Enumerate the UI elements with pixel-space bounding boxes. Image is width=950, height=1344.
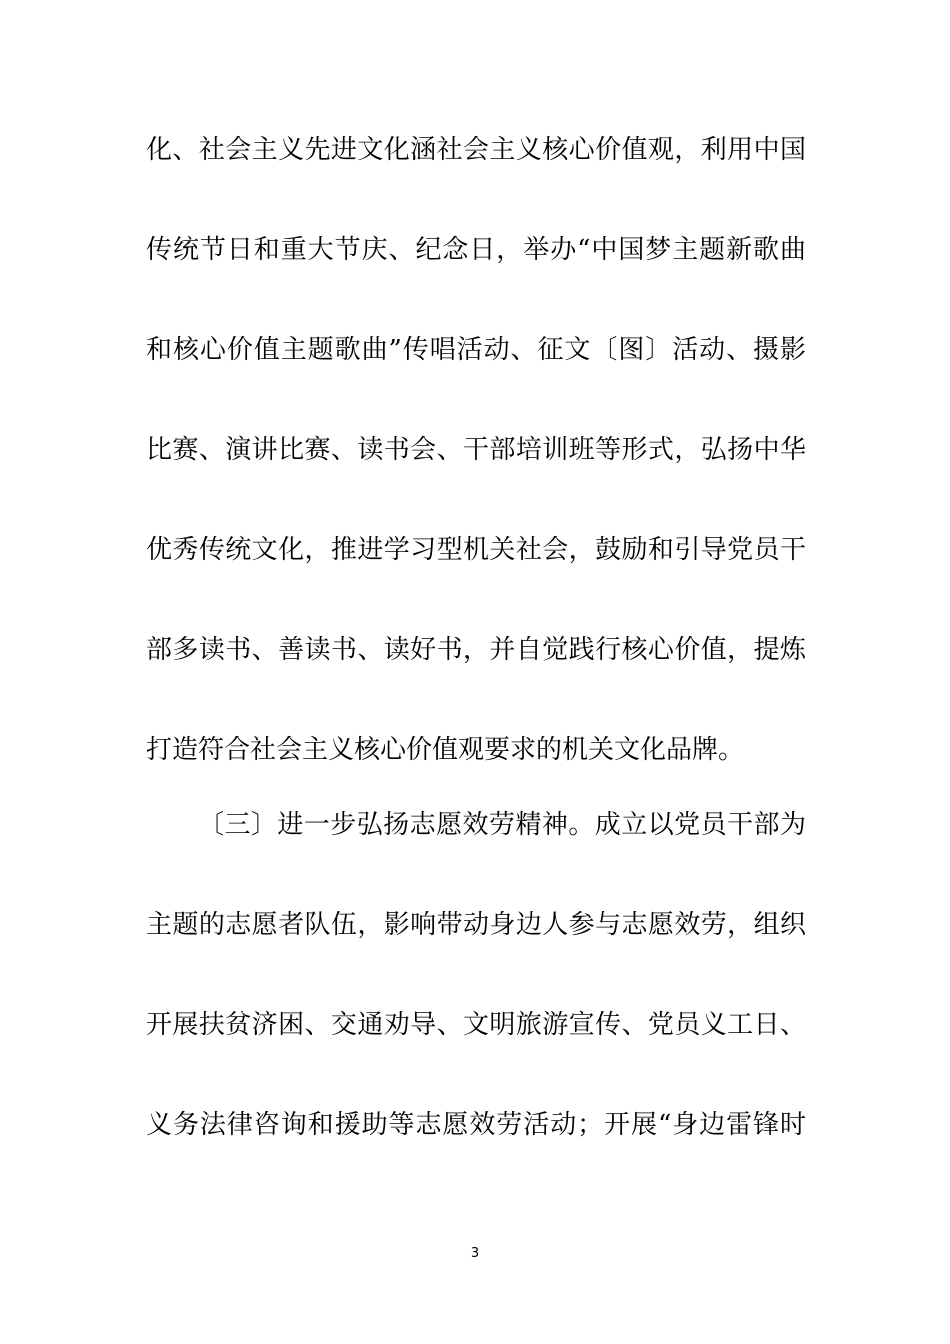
body-text-line: 传统节日和重大节庆、纪念日，举办“中国梦主题新歌曲 <box>146 235 806 265</box>
body-text-line: 化、社会主义先进文化涵社会主义核心价值观，利用中国 <box>146 135 806 165</box>
section-heading-line: 〔三〕进一步弘扬志愿效劳精神。成立以党员干部为 <box>198 810 806 840</box>
body-text-line: 义务法律咨询和援助等志愿效劳活动；开展“身边雷锋时 <box>146 1110 806 1140</box>
body-text-line: 开展扶贫济困、交通劝导、文明旅游宣传、党员义工日、 <box>146 1010 806 1040</box>
body-text-line: 主题的志愿者队伍，影响带动身边人参与志愿效劳，组织 <box>146 910 806 940</box>
body-text-line: 比赛、演讲比赛、读书会、干部培训班等形式，弘扬中华 <box>146 435 806 465</box>
page-number: 3 <box>470 1246 480 1261</box>
body-text-line: 和核心价值主题歌曲”传唱活动、征文〔图〕活动、摄影 <box>146 335 806 365</box>
body-text-line: 优秀传统文化，推进学习型机关社会，鼓励和引导党员干 <box>146 535 806 565</box>
body-text-line: 打造符合社会主义核心价值观要求的机关文化品牌。 <box>146 735 745 765</box>
body-text-line: 部多读书、善读书、读好书，并自觉践行核心价值，提炼 <box>146 635 806 665</box>
